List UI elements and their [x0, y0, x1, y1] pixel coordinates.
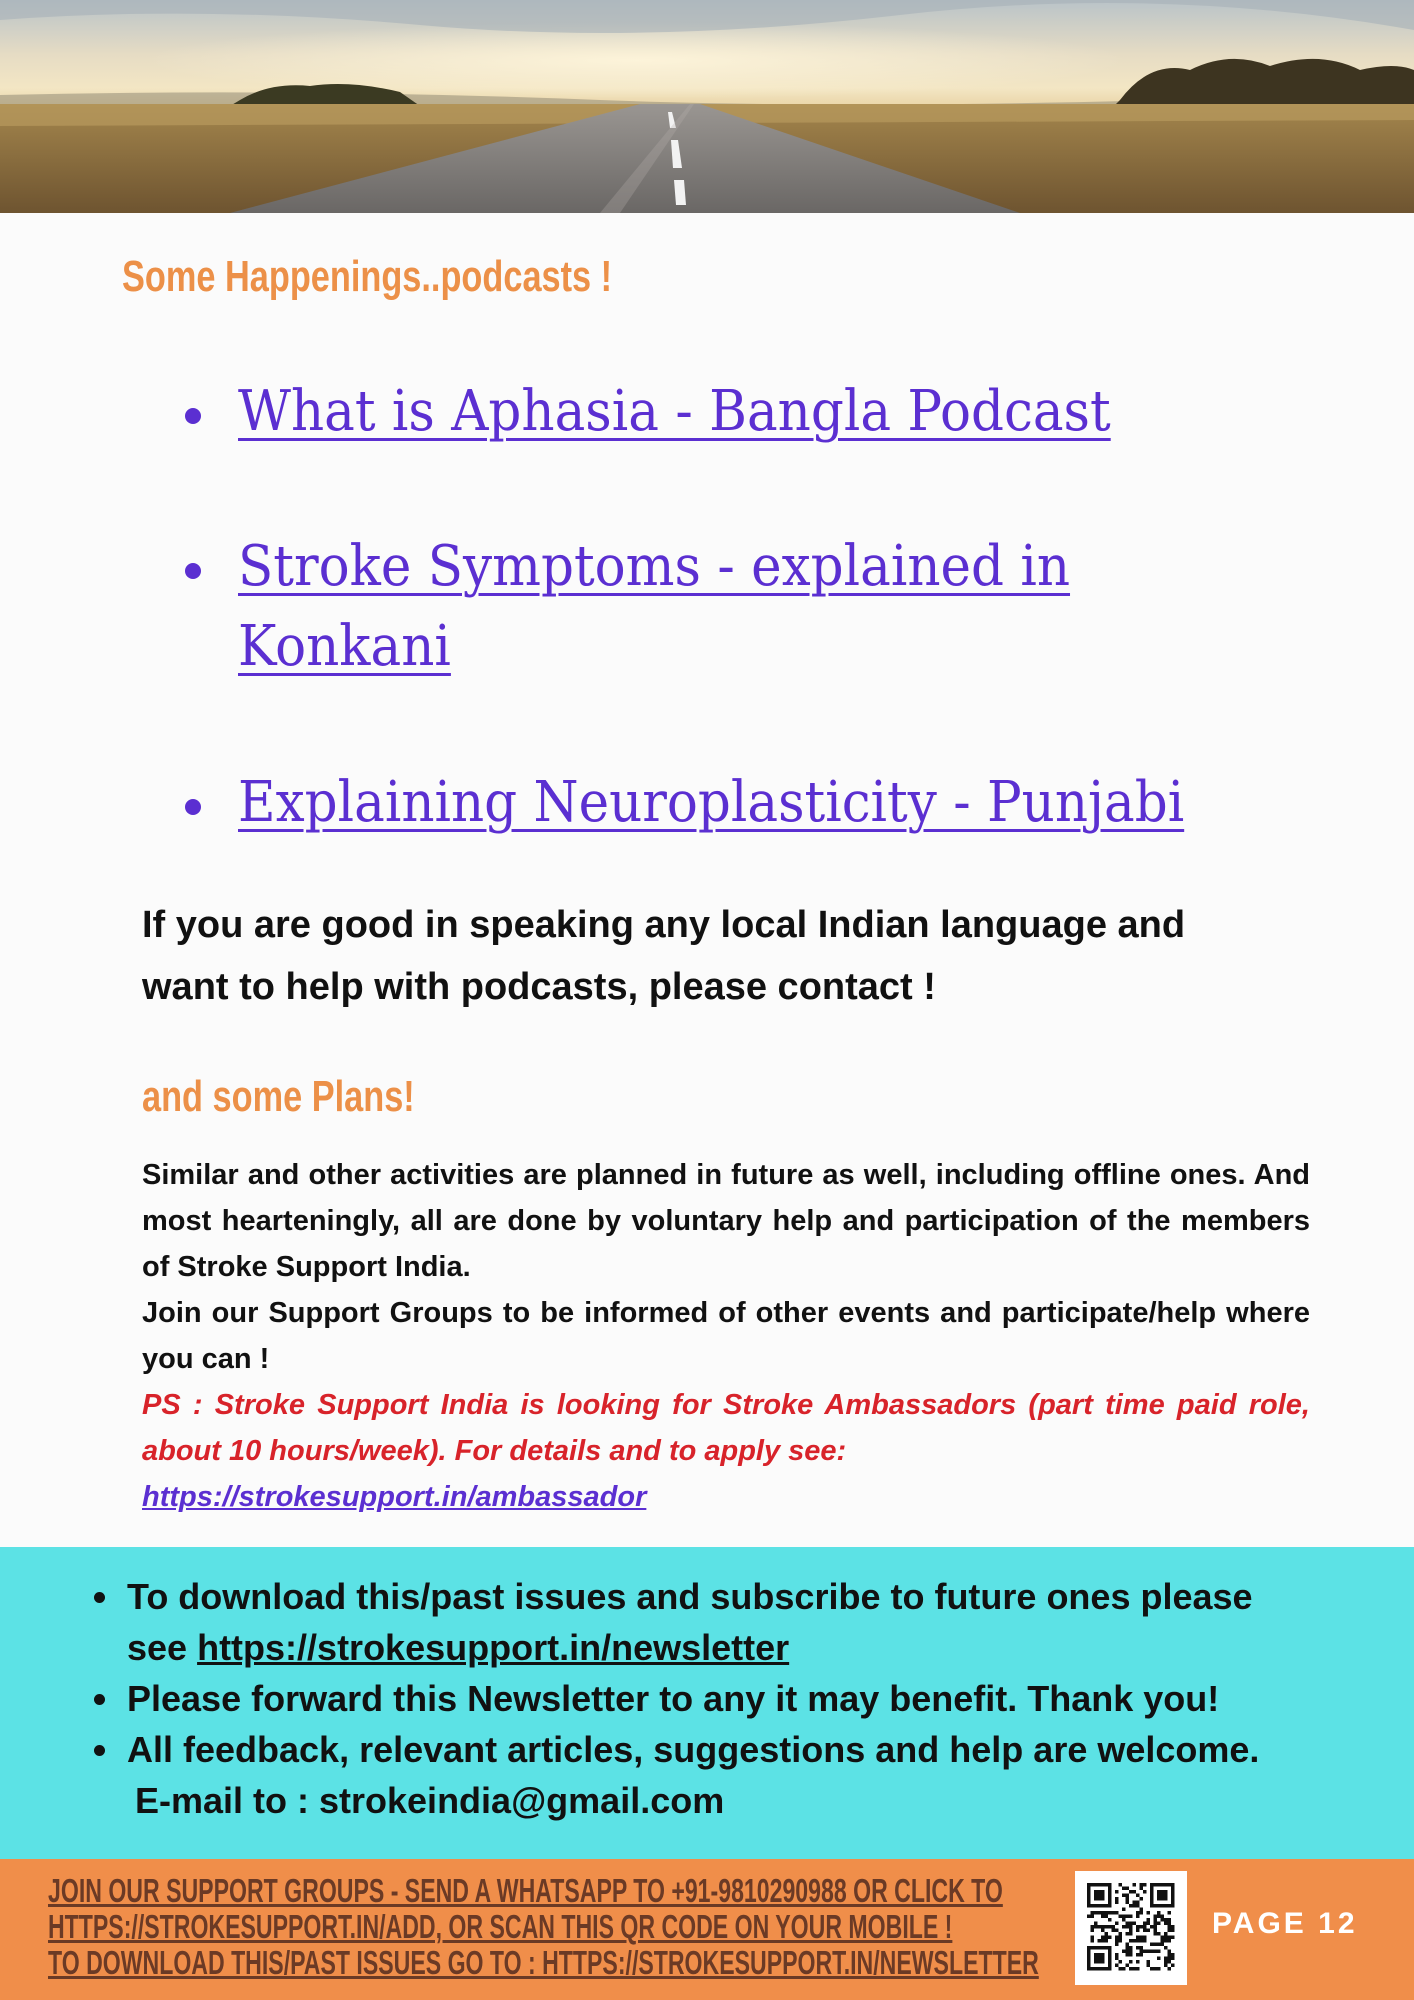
newsletter-link[interactable]: https://strokesupport.in/newsletter: [197, 1627, 790, 1668]
plans-body: [142, 1152, 1310, 1520]
list-item: [0, 1571, 1414, 1673]
footer-line3[interactable]: TO DOWNLOAD THIS/PAST ISSUES GO TO : HTTPS://STROKESUPPORT.IN/NEWSLETTER: [48, 1944, 1039, 1981]
ambassador-link[interactable]: https://strokesupport.in/ambassador: [142, 1481, 647, 1513]
header-banner-image: [0, 0, 1414, 213]
download-text: To download this/past issues and subscribe to future ones please: [127, 1576, 1253, 1617]
plans-paragraph: Similar and other activities are planned in future as well, including offline ones. And most hearteningly, all are done by voluntary help and participation of the members of Stroke Support India.: [142, 1159, 1310, 1283]
footer-support-text: [48, 1873, 1039, 1981]
contact-note-line2: want to help with podcasts, please contact !: [142, 966, 936, 1008]
support-groups-paragraph: Join our Support Groups to be informed of other events and participate/help where you can !: [142, 1297, 1310, 1375]
page-number: PAGE 12: [1212, 1907, 1358, 1940]
section-title-plans: and some Plans!: [142, 1072, 415, 1121]
bullet-icon: [94, 1694, 105, 1705]
bullet-icon: [185, 563, 201, 579]
list-item: [0, 1724, 1414, 1826]
ambassador-notice: PS : Stroke Support India is looking for Stroke Ambassadors (part time paid role, about 10 hours/week). For details and to apply see:: [142, 1389, 1310, 1467]
list-item: [0, 1673, 1414, 1724]
footer-line2[interactable]: HTTPS://STROKESUPPORT.IN/ADD, OR SCAN THIS QR CODE ON YOUR MOBILE !: [48, 1908, 953, 1945]
newsletter-info-list: [0, 1571, 1414, 1826]
podcast-link-neuroplasticity-punjabi[interactable]: Explaining Neuroplasticity - Punjabi: [238, 770, 1185, 835]
download-see-text: see: [127, 1627, 198, 1668]
section-title-happenings: Some Happenings..podcasts !: [122, 252, 613, 301]
feedback-text: All feedback, relevant articles, suggestions and help are welcome.: [127, 1729, 1260, 1770]
podcast-contact-note: [142, 894, 1352, 1018]
bullet-icon: [185, 408, 201, 424]
bullet-icon: [185, 799, 201, 815]
podcast-link-stroke-symptoms-konkani-line2[interactable]: Konkani: [238, 614, 451, 679]
newsletter-info-panel: [0, 1547, 1414, 1859]
qr-code-icon[interactable]: [1075, 1871, 1187, 1985]
contact-note-line1: If you are good in speaking any local Indian language and: [142, 904, 1186, 946]
forward-text: Please forward this Newsletter to any it may benefit. Thank you!: [127, 1678, 1220, 1719]
podcast-link-aphasia-bangla[interactable]: What is Aphasia - Bangla Podcast: [238, 379, 1111, 444]
bullet-icon: [94, 1745, 105, 1756]
podcast-link-stroke-symptoms-konkani[interactable]: Stroke Symptoms - explained in: [238, 534, 1071, 599]
bullet-icon: [94, 1592, 105, 1603]
footer-line1[interactable]: JOIN OUR SUPPORT GROUPS - SEND A WHATSAPP TO +91-9810290988 OR CLICK TO: [48, 1872, 1003, 1909]
email-contact[interactable]: E-mail to : strokeindia@gmail.com: [135, 1780, 725, 1821]
footer-bar: [0, 1859, 1414, 2000]
